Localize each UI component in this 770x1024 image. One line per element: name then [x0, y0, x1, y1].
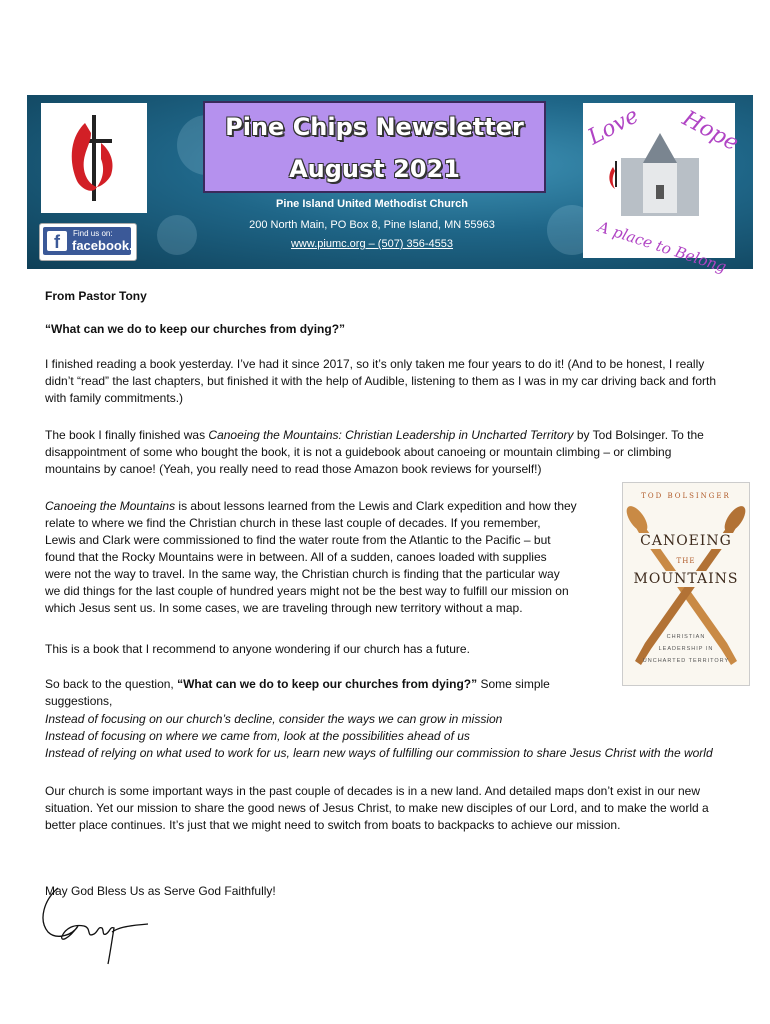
book-title-line1: CANOEING: [623, 533, 749, 549]
p3-line-text: is about lessons learned from the Lewis and Clark expedition and how they: [175, 499, 577, 513]
methodist-logo: [41, 103, 147, 213]
book-subtitle: CHRISTIAN: [666, 634, 706, 640]
p3-line: Lewis and Clark were commissioned to find the water route from the Atlantic to the Pacific – but: [45, 533, 551, 547]
p5-line: [45, 676, 615, 693]
book-subtitle: LEADERSHIP IN: [658, 646, 714, 652]
facebook-wordmark: facebook.: [72, 238, 133, 253]
small-flame-icon: [609, 167, 615, 189]
newsletter-title: Pine Chips Newsletter: [225, 113, 524, 141]
church-website-link[interactable]: www.piumc.org – (507) 356-4553: [290, 238, 454, 250]
paragraph-6: Our church is some important ways in the past couple of decades is in a new land. And detailed maps don’t exist in our new situation. Yet our mission to share the good news of Jesus Christ, to make new disciples of our Lord, and to make the world a better place continues. It’s just that we might need to switch from boats to backpacks to achieve our mission.: [45, 784, 709, 832]
p5-tail: Some simple: [477, 677, 550, 691]
suggestion-item: Instead of focusing on where we came from, look at the possibilities ahead of us: [45, 729, 470, 743]
pastor-signature: [38, 880, 158, 970]
p3-line: we did things for the last couple of hundred years might not be the best way to fulfill our mission on: [45, 584, 569, 598]
p3-line: [45, 498, 615, 515]
book-title-line2: MOUNTAINS: [623, 571, 749, 587]
book-subtitle: UNCHARTED TERRITORY: [642, 658, 730, 664]
book-title-italic: Canoeing the Mountains: Christian Leadership in Uncharted Territory: [208, 428, 574, 442]
small-cross-icon: [615, 161, 617, 187]
book-cover-image: [622, 482, 750, 686]
love-word: Love: [584, 103, 643, 151]
book-author: TOD BOLSINGER: [641, 492, 731, 500]
tagline: A place to Belong: [595, 217, 729, 277]
title-box: [203, 101, 546, 193]
closing-line: May God Bless Us as Serve God Faithfully!: [45, 884, 276, 898]
p2-rest: by Tod Bolsinger. To the disappointment of some who bought the book, it is not a guidebook about canoeing or mountain climbing – or climbing mountains by canoe! (Yeah, you really need to read those Amazon book reviews for yourself!): [45, 428, 704, 476]
p3-line: relate to where we find the Christian church in these last couple of decades. If you remember,: [45, 516, 541, 530]
p2-intro: The book I finally finished was: [45, 428, 209, 442]
facebook-icon: f: [47, 231, 67, 251]
hope-word: Hope: [678, 106, 743, 157]
suggestion-item: Instead of focusing on our church’s decline, consider the ways we can grow in mission: [45, 712, 503, 726]
book-title-the: THE: [676, 557, 696, 565]
p3-line: which Jesus sent us. In some cases, we are traveling through new territory without a map.: [45, 601, 523, 615]
love-hope-logo: [583, 103, 743, 277]
paragraph-3: [45, 498, 615, 617]
church-roof: [643, 133, 677, 163]
p5-question: “What can we do to keep our churches from dying?”: [177, 677, 478, 691]
p5-line: suggestions,: [45, 694, 113, 708]
church-door: [656, 185, 664, 199]
church-address: 200 North Main, PO Box 8, Pine Island, MN 55963: [249, 219, 495, 231]
cross-flame-icon: [41, 103, 147, 213]
paragraph-4: This is a book that I recommend to anyone wondering if our church has a future.: [45, 642, 470, 656]
newsletter-date: August 2021: [289, 155, 460, 183]
suggestion-list: [45, 711, 745, 762]
paragraph-1: I finished reading a book yesterday. I’ve had it since 2017, so it’s only taken me four years to do it! (And to be honest, I really didn’t “read” the last chapters, but finished it with the help of Audible, listening to them as I was in my car driving back and forth with family commitments.): [45, 357, 717, 405]
p3-line: found that the Rocky Mountains were in between. All of a sudden, canoes loaded with supplies: [45, 550, 547, 564]
book-title-italic: Canoeing the Mountains: [45, 499, 176, 513]
suggestion-item: Instead of relying on what used to work for us, learn new ways of fulfilling our commission to share Jesus Christ with the world: [45, 746, 713, 760]
paragraph-2: [45, 427, 730, 478]
p3-line: were not the way to travel. In the same way, the Christian church is finding that the particular way: [45, 567, 560, 581]
newsletter-banner: [27, 95, 753, 277]
love-hope-graphic: [583, 103, 743, 277]
article-question: “What can we do to keep our churches from dying?”: [45, 322, 346, 336]
church-name: Pine Island United Methodist Church: [276, 198, 468, 210]
facebook-small-text: Find us on:: [73, 229, 113, 238]
article-heading: From Pastor Tony: [45, 289, 147, 303]
p5-intro: So back to the question,: [45, 677, 178, 691]
paragraph-5: [45, 676, 615, 710]
